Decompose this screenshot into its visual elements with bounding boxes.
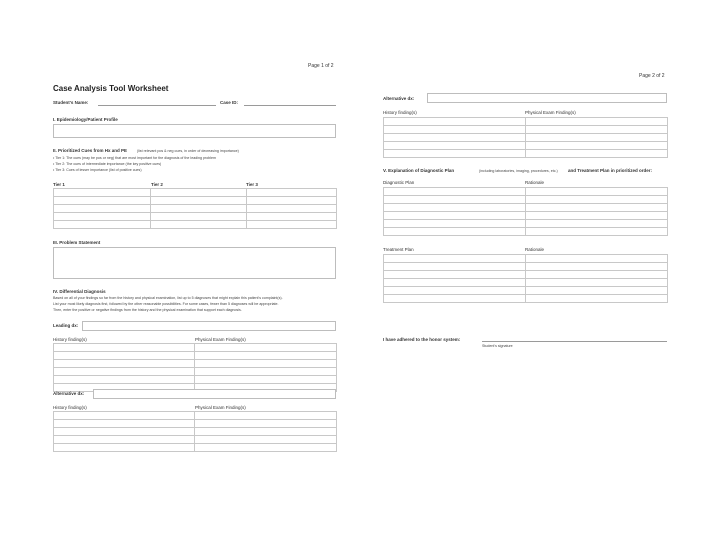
table-cell[interactable] [526, 279, 668, 287]
section-4-heading: IV. Differential Diagnosis [53, 289, 106, 294]
table-row [384, 204, 668, 212]
table-row [384, 271, 668, 279]
table-cell[interactable] [54, 213, 151, 221]
table-cell[interactable] [247, 205, 337, 213]
history-findings-header: History finding(s) [383, 110, 417, 115]
table-cell[interactable] [195, 420, 337, 428]
student-name-label: Student's Name: [53, 100, 89, 105]
section-5-heading: V. Explanation of Diagnostic Plan [383, 168, 455, 173]
table-cell[interactable] [54, 189, 151, 197]
table-row [54, 189, 337, 197]
tier-1-header: Tier 1 [53, 182, 65, 187]
table-row [384, 126, 668, 134]
table-cell[interactable] [247, 213, 337, 221]
table-row [384, 212, 668, 220]
honor-statement: I have adhered to the honor system: [383, 337, 461, 342]
table-row [384, 188, 668, 196]
treatment-plan-table[interactable] [383, 254, 668, 303]
treatment-rationale-header: Rationale [525, 247, 545, 252]
table-cell[interactable] [384, 228, 526, 236]
table-cell[interactable] [526, 118, 668, 126]
table-cell[interactable] [54, 197, 151, 205]
alt-dx-label: Alternative dx: [383, 96, 415, 101]
table-cell[interactable] [151, 205, 247, 213]
table-row [54, 213, 337, 221]
table-row [384, 228, 668, 236]
table-row [384, 255, 668, 263]
section-5-note: (including laboratories, imaging, procedures, etc.) [479, 168, 558, 173]
table-cell[interactable] [384, 295, 526, 303]
history-findings-header: History finding(s) [53, 337, 87, 342]
table-row [384, 118, 668, 126]
table-cell[interactable] [526, 134, 668, 142]
table-cell[interactable] [526, 212, 668, 220]
table-row [54, 368, 337, 376]
tier-bullet-1: • Tier 1: The cues (may be pos or neg) that are most important for the diagnosis of the leading problem [53, 156, 216, 160]
table-row [384, 287, 668, 295]
section-4-line-1: Based on all of your findings so far from the history and physical examination, list up to 5 diagnoses that might explain this patient's complaint(s). [53, 296, 283, 300]
diagnostic-plan-table[interactable] [383, 187, 668, 236]
alt-dx-field[interactable] [93, 389, 336, 399]
table-cell[interactable] [195, 444, 337, 452]
table-cell[interactable] [384, 134, 526, 142]
table-cell[interactable] [247, 189, 337, 197]
table-cell[interactable] [384, 118, 526, 126]
table-cell[interactable] [54, 428, 195, 436]
leading-dx-label: Leading dx: [53, 323, 79, 328]
table-row [384, 196, 668, 204]
alt-dx-findings-table[interactable] [383, 117, 668, 158]
table-cell[interactable] [526, 204, 668, 212]
table-row [384, 295, 668, 303]
table-cell[interactable] [195, 428, 337, 436]
table-cell[interactable] [151, 221, 247, 229]
table-cell[interactable] [54, 344, 195, 352]
table-cell[interactable] [526, 220, 668, 228]
page-number: Page 1 of 2 [308, 63, 334, 69]
table-cell[interactable] [384, 287, 526, 295]
table-cell[interactable] [247, 197, 337, 205]
rationale-header: Rationale [525, 180, 545, 185]
table-row [54, 352, 337, 360]
signature-field[interactable] [482, 341, 667, 342]
table-row [384, 263, 668, 271]
table-cell[interactable] [195, 368, 337, 376]
table-row [384, 142, 668, 150]
table-cell[interactable] [54, 420, 195, 428]
table-cell[interactable] [54, 368, 195, 376]
table-cell[interactable] [526, 271, 668, 279]
table-cell[interactable] [526, 287, 668, 295]
signature-label: Student's signature [482, 344, 513, 348]
table-cell[interactable] [54, 444, 195, 452]
section-4-line-2: List your most likely diagnosis first, followed by the other reasonable possibilities. For some cases, fewer than 5 diagnoses will be appropriate. [53, 302, 279, 306]
table-cell[interactable] [384, 271, 526, 279]
table-cell[interactable] [247, 221, 337, 229]
leading-dx-field[interactable] [82, 321, 336, 331]
table-cell[interactable] [195, 344, 337, 352]
table-cell[interactable] [384, 142, 526, 150]
table-row [54, 205, 337, 213]
table-cell[interactable] [151, 197, 247, 205]
table-cell[interactable] [195, 352, 337, 360]
table-cell[interactable] [384, 188, 526, 196]
case-field[interactable] [244, 105, 336, 106]
tier-bullet-2: • Tier 2: The cues of intermediate importance (the key positive cues) [53, 162, 162, 166]
tier-2-header: Tier 2 [151, 182, 163, 187]
table-cell[interactable] [526, 196, 668, 204]
table-cell[interactable] [54, 221, 151, 229]
table-row [54, 344, 337, 352]
diagnostic-plan-header: Diagnostic Plan [383, 180, 415, 185]
table-row [54, 428, 337, 436]
table-row [54, 221, 337, 229]
table-row [54, 376, 337, 384]
page-number: Page 2 of 2 [639, 73, 665, 79]
table-cell[interactable] [54, 376, 195, 384]
table-cell[interactable] [195, 412, 337, 420]
table-cell[interactable] [384, 212, 526, 220]
table-row [384, 220, 668, 228]
table-row [384, 279, 668, 287]
table-cell[interactable] [151, 189, 247, 197]
table-cell[interactable] [384, 220, 526, 228]
table-cell[interactable] [54, 205, 151, 213]
tier-table[interactable] [53, 188, 337, 229]
table-cell[interactable] [526, 126, 668, 134]
table-row [54, 412, 337, 420]
table-cell[interactable] [384, 150, 526, 158]
table-cell[interactable] [151, 213, 247, 221]
table-row [54, 197, 337, 205]
table-cell[interactable] [54, 352, 195, 360]
table-cell[interactable] [384, 279, 526, 287]
table-row [384, 150, 668, 158]
treatment-plan-header: Treatment Plan [383, 247, 414, 252]
table-cell[interactable] [384, 126, 526, 134]
table-cell[interactable] [384, 255, 526, 263]
table-cell[interactable] [384, 204, 526, 212]
table-row [54, 420, 337, 428]
physical-findings-header: Physical Exam Finding(s) [525, 110, 576, 115]
table-cell[interactable] [526, 295, 668, 303]
section-4-line-3: Then, enter the positive or negative findings from the history and the physical examination that support each diagnosis. [53, 308, 242, 312]
physical-findings-header: Physical Exam Finding(s) [195, 337, 246, 342]
table-cell[interactable] [384, 263, 526, 271]
table-cell[interactable] [526, 263, 668, 271]
section-5-tail: and Treatment Plan in prioritized order: [568, 168, 653, 173]
tier-bullet-3: • Tier 3: Cues of lesser importance (list of positive cues) [53, 168, 142, 172]
alt-dx-findings-table[interactable] [53, 411, 337, 452]
table-cell[interactable] [384, 196, 526, 204]
section-2-note: (list relevant pos & neg cues, in order of decreasing importance) [137, 148, 239, 153]
table-cell[interactable] [54, 436, 195, 444]
table-cell[interactable] [526, 228, 668, 236]
alt-dx-field[interactable] [427, 93, 667, 103]
table-cell[interactable] [526, 188, 668, 196]
case-label: Case ID: [220, 100, 239, 105]
table-cell[interactable] [526, 150, 668, 158]
section-2-heading: II. Prioritized Cues from Hx and PE [53, 148, 128, 153]
epidemiology-field[interactable] [53, 124, 336, 138]
table-cell[interactable] [195, 376, 337, 384]
table-cell[interactable] [54, 360, 195, 368]
problem-statement-field[interactable] [53, 247, 336, 279]
alt-physical-findings-header: Physical Exam Finding(s) [195, 405, 246, 410]
section-1-heading: I. Epidemiology/Patient Profile [53, 117, 118, 122]
student-name-field[interactable] [98, 105, 216, 106]
section-3-heading: III. Problem Statement [53, 240, 101, 245]
table-row [384, 134, 668, 142]
alt-history-findings-header: History finding(s) [53, 405, 87, 410]
table-row [54, 436, 337, 444]
leading-dx-findings-table[interactable] [53, 343, 337, 392]
table-cell[interactable] [526, 142, 668, 150]
worksheet-title: Case Analysis Tool Worksheet [53, 84, 169, 93]
alt-dx-label: Alternative dx: [53, 391, 85, 396]
table-cell[interactable] [195, 360, 337, 368]
table-cell[interactable] [526, 255, 668, 263]
table-row [54, 360, 337, 368]
table-row [54, 444, 337, 452]
tier-3-header: Tier 3 [246, 182, 258, 187]
table-cell[interactable] [54, 412, 195, 420]
table-cell[interactable] [195, 436, 337, 444]
